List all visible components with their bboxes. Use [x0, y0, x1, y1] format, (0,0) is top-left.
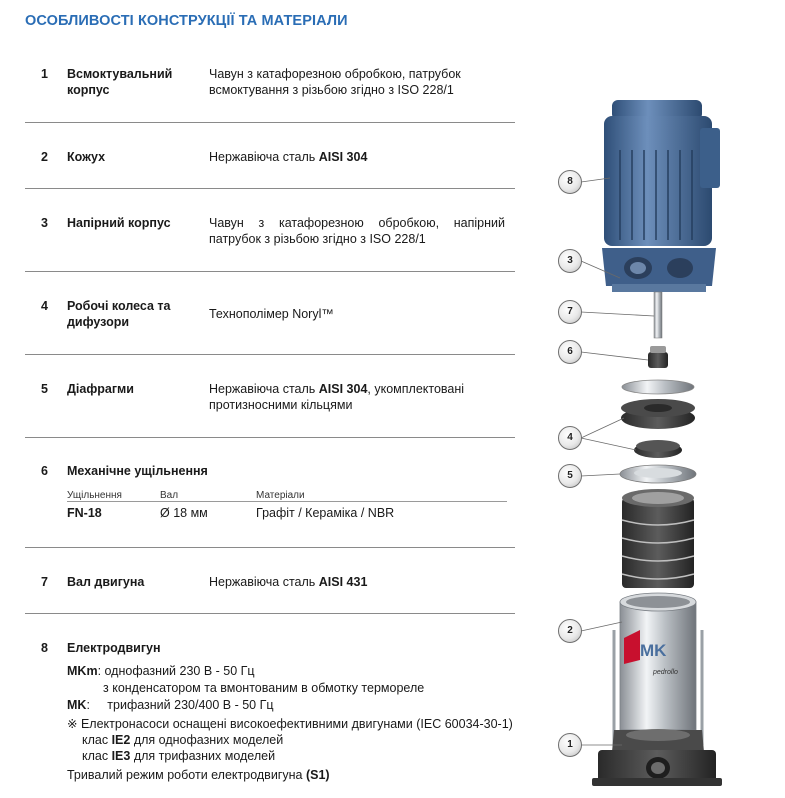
component-row-5: [25, 381, 515, 421]
component-row-1: [25, 66, 515, 106]
component-row-7: [25, 574, 515, 594]
component-name: Кожух: [67, 150, 106, 164]
mk-logo: MK: [640, 641, 667, 660]
component-name: Робочі колеса та: [67, 299, 171, 313]
component-name: Електродвигун: [67, 641, 161, 655]
diaphragm: [620, 465, 696, 483]
component-row-6: [25, 463, 515, 523]
stage-stack: [622, 489, 694, 588]
component-row-8: [25, 640, 515, 660]
divider: [25, 613, 515, 614]
component-desc: Нержавіюча сталь AISI 431: [209, 575, 368, 589]
component-row-2: [25, 149, 515, 169]
component-desc-line2: протизносними кільцями: [209, 398, 353, 412]
component-name: Вал двигуна: [67, 575, 145, 589]
component-name: Діафрагми: [67, 382, 134, 396]
mechanical-seal: [648, 346, 668, 368]
seal-value-materials: Графіт / Кераміка / NBR: [256, 506, 395, 520]
callout-6: 6: [558, 340, 582, 364]
callout-1: 1: [558, 733, 582, 757]
callout-3: 3: [558, 249, 582, 273]
callout-7: 7: [558, 300, 582, 324]
divider: [25, 188, 515, 189]
motor-efficiency-note: ※ Електронасоси оснащені високоефективними двигунами (IEC 60034-30-1): [67, 717, 513, 731]
component-desc-line2: всмоктування з різьбою згідно з ISO 228/1: [209, 83, 454, 97]
divider: [25, 354, 515, 355]
callout-4: 4: [558, 426, 582, 450]
component-desc: Технополімер Noryl™: [209, 307, 334, 321]
seal-value-shaft: Ø 18 мм: [160, 506, 208, 520]
motor-class-ie2: клас IE2 для однофазних моделей: [82, 733, 284, 747]
component-number: 5: [41, 382, 48, 396]
motor-duty-line: Тривалий режим роботи електродвигуна (S1): [67, 768, 330, 782]
divider: [25, 122, 515, 123]
component-number: 4: [41, 299, 48, 313]
seal-value-seal: FN-18: [67, 506, 102, 520]
component-number: 6: [41, 464, 48, 478]
divider: [25, 547, 515, 548]
page-title: ОСОБЛИВОСТІ КОНСТРУКЦІЇ ТА МАТЕРІАЛИ: [25, 13, 348, 29]
component-number: 1: [41, 67, 48, 81]
component-row-3: [25, 215, 515, 255]
brand-logo: pedrollo: [653, 669, 678, 676]
divider: [25, 271, 515, 272]
component-number: 3: [41, 216, 48, 230]
component-number: 7: [41, 575, 48, 589]
component-number: 2: [41, 150, 48, 164]
component-name-line2: дифузори: [67, 315, 130, 329]
seal-header-materials: Матеріали: [256, 490, 305, 501]
diaphragm-top: [622, 380, 694, 394]
component-desc: Чавун з катафорезною обробкою, напірний патрубок з різьбою згідно з ISO 228/1: [209, 216, 505, 246]
seal-header-seal: Ущільнення: [67, 490, 122, 501]
motor-class-ie3: клас IE3 для трифазних моделей: [82, 749, 276, 763]
component-number: 8: [41, 641, 48, 655]
component-name: Механічне ущільнення: [67, 464, 208, 478]
seal-header-shaft: Вал: [160, 490, 179, 501]
motor-shaft: [654, 292, 662, 338]
callout-8: 8: [558, 170, 582, 194]
callout-2: 2: [558, 619, 582, 643]
callout-5: 5: [558, 464, 582, 488]
component-desc: Нержавіюча сталь AISI 304, укомплектовані: [209, 382, 465, 396]
suction-casing: [592, 729, 722, 786]
divider: [25, 437, 515, 438]
motor-mk-line: MK: трифазний 230/400 В - 50 Гц: [67, 698, 274, 712]
motor-mkm-line: MKm: однофазний 230 В - 50 Гц: [67, 664, 255, 678]
component-row-4: [25, 298, 515, 338]
component-name: Напірний корпус: [67, 216, 171, 230]
seal-header-underline: [67, 501, 507, 502]
outer-sleeve: [614, 593, 702, 745]
component-desc: Чавун з катафорезною обробкою, патрубок: [209, 67, 461, 81]
motor: [604, 100, 720, 246]
discharge-casing: [602, 248, 716, 292]
component-name-line2: корпус: [67, 83, 110, 97]
component-name: Всмоктувальний: [67, 67, 173, 81]
component-desc: Нержавіюча сталь AISI 304: [209, 150, 368, 164]
motor-mkm-line2: з конденсатором та вмонтованим в обмотку термореле: [103, 681, 425, 695]
